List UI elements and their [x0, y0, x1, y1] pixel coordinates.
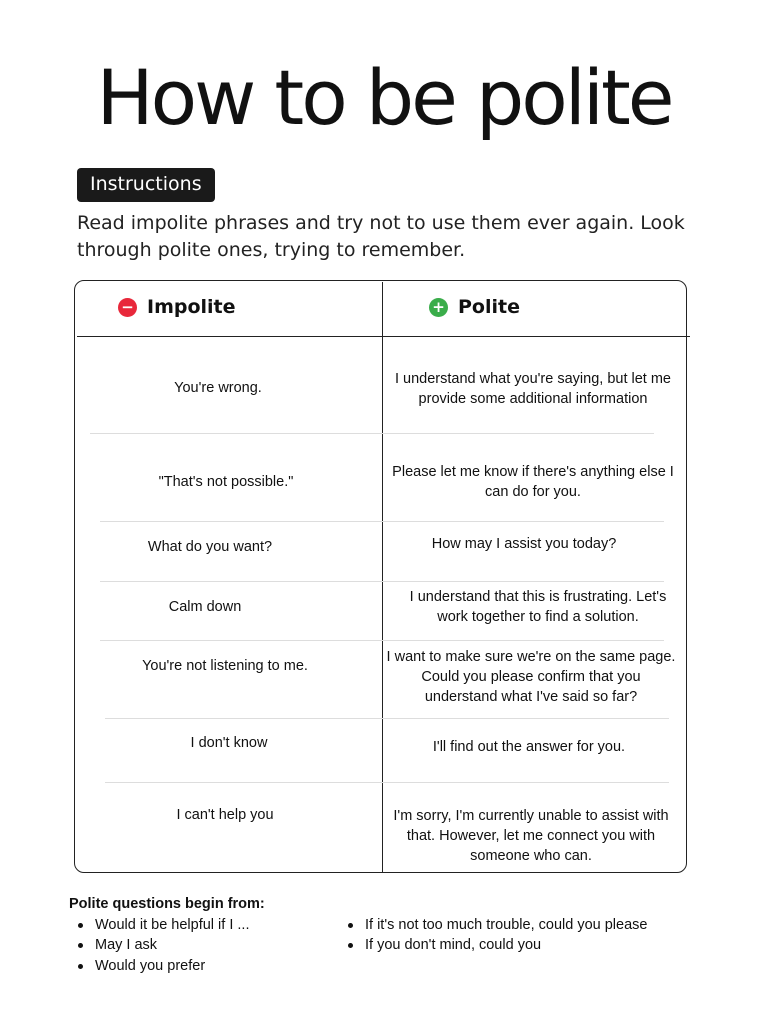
row-separator — [100, 640, 664, 641]
questions-title: Polite questions begin from: — [69, 896, 265, 912]
row-separator — [100, 521, 664, 522]
impolite-phrase: "That's not possible." — [158, 474, 294, 490]
impolite-header-label: Impolite — [147, 296, 236, 318]
polite-phrase: Please let me know if there's anything else I can do for you. — [392, 464, 674, 500]
list-item: May I ask — [69, 935, 249, 955]
polite-phrase: I understand that this is frustrating. Let's work together to find a solution. — [409, 589, 667, 625]
polite-phrase: I'll find out the answer for you. — [432, 739, 626, 755]
impolite-phrase: What do you want? — [147, 539, 273, 555]
impolite-phrase: You're wrong. — [174, 380, 262, 396]
questions-list-right — [339, 915, 647, 956]
polite-header-label: Polite — [458, 296, 520, 318]
header-divider — [77, 336, 690, 337]
list-item: Would it be helpful if I ... — [69, 915, 249, 935]
questions-list-left — [69, 915, 249, 976]
row-separator — [100, 581, 664, 582]
polite-header — [429, 296, 520, 318]
polite-phrase: How may I assist you today? — [431, 536, 617, 552]
column-divider — [382, 282, 383, 872]
impolite-phrase: Calm down — [168, 599, 242, 615]
polite-phrase: I'm sorry, I'm currently unable to assist with that. However, let me connect you with someone who can. — [393, 808, 669, 864]
impolite-phrase: I can't help you — [176, 807, 274, 823]
page-title: How to be polite — [96, 53, 672, 142]
polite-phrase: I want to make sure we're on the same page. Could you please confirm that you understand what I've said so far? — [386, 649, 676, 705]
row-separator — [105, 718, 669, 719]
impolite-header — [118, 296, 236, 318]
row-separator — [90, 433, 654, 434]
list-item: If you don't mind, could you — [339, 935, 647, 955]
instructions-badge: Instructions — [77, 168, 215, 202]
instructions-text: Read impolite phrases and try not to use them ever again. Look through polite ones, trying to remember. — [77, 212, 685, 261]
list-item: If it's not too much trouble, could you please — [339, 915, 647, 935]
impolite-phrase: I don't know — [190, 735, 268, 751]
impolite-phrase: You're not listening to me. — [142, 658, 308, 674]
row-separator — [105, 782, 669, 783]
minus-icon: − — [118, 298, 137, 317]
list-item: Would you prefer — [69, 956, 249, 976]
polite-phrase: I understand what you're saying, but let me provide some additional information — [394, 371, 671, 407]
plus-icon: + — [429, 298, 448, 317]
